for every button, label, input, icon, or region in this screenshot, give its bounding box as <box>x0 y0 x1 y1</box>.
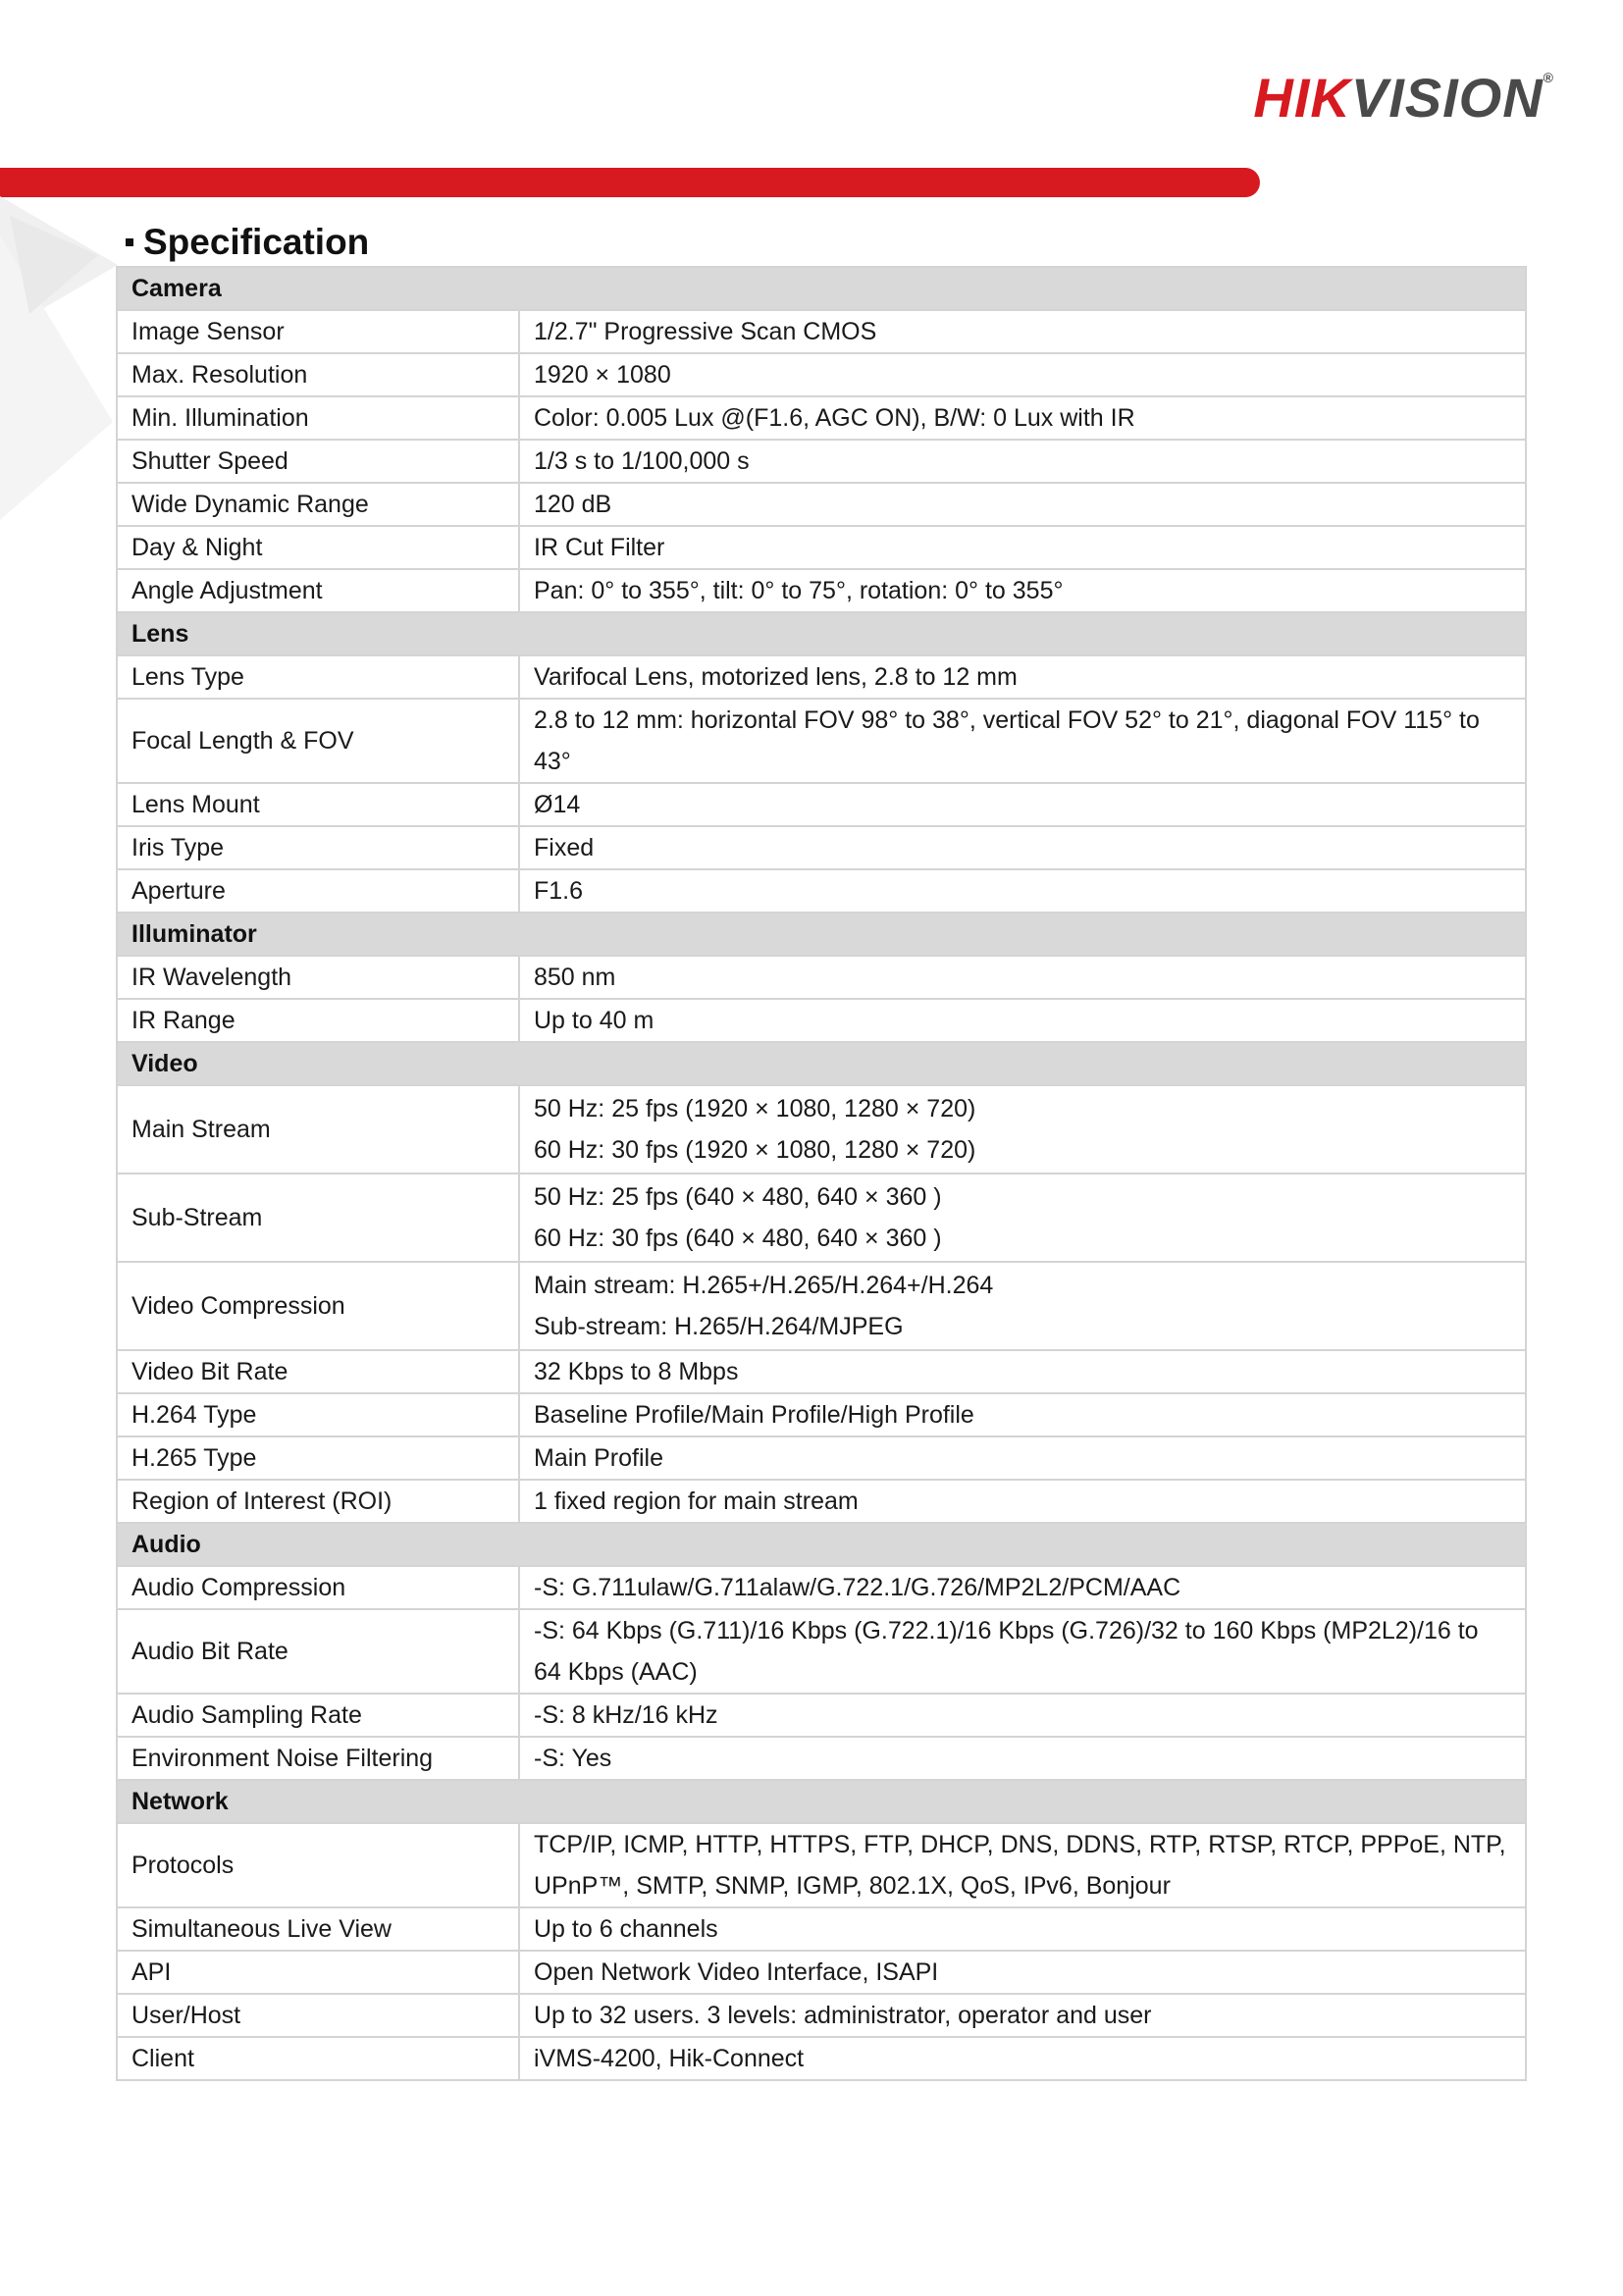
logo-text-red: HIK <box>1253 67 1351 129</box>
spec-value-line: IR Cut Filter <box>534 534 665 561</box>
spec-row <box>117 1480 1526 1523</box>
spec-value-line: 1920 × 1080 <box>534 361 671 389</box>
spec-row <box>117 999 1526 1042</box>
spec-value <box>519 569 1526 612</box>
spec-value <box>519 310 1526 353</box>
logo-text-gray: VISION <box>1350 67 1544 129</box>
spec-label: Sub-Stream <box>117 1174 519 1262</box>
spec-value-line: Ø14 <box>534 791 581 818</box>
spec-row <box>117 1737 1526 1780</box>
spec-value-line: Up to 40 m <box>534 1007 654 1034</box>
spec-value <box>519 396 1526 440</box>
category-label: Video <box>117 1042 1526 1085</box>
spec-value-line: -S: G.711ulaw/G.711alaw/G.722.1/G.726/MP2L2/PCM/AAC <box>534 1574 1181 1601</box>
specification-table <box>116 266 1527 2081</box>
spec-value-line: 120 dB <box>534 491 612 518</box>
spec-value <box>519 699 1526 783</box>
spec-value-line: 32 Kbps to 8 Mbps <box>534 1358 739 1385</box>
registered-mark: ® <box>1543 70 1554 85</box>
spec-label: Video Compression <box>117 1262 519 1350</box>
spec-label: API <box>117 1951 519 1994</box>
spec-value <box>519 826 1526 869</box>
spec-value <box>519 353 1526 396</box>
spec-value-line: Varifocal Lens, motorized lens, 2.8 to 12 mm <box>534 663 1018 691</box>
spec-row <box>117 826 1526 869</box>
spec-label: Image Sensor <box>117 310 519 353</box>
spec-label: Audio Sampling Rate <box>117 1694 519 1737</box>
spec-value-line: -S: Yes <box>534 1745 612 1772</box>
spec-row <box>117 1907 1526 1951</box>
spec-value-line: Up to 32 users. 3 levels: administrator, operator and user <box>534 2002 1152 2029</box>
spec-label: Audio Compression <box>117 1566 519 1609</box>
category-row <box>117 1042 1526 1085</box>
spec-row <box>117 569 1526 612</box>
spec-label: Lens Type <box>117 655 519 699</box>
spec-label: Aperture <box>117 869 519 913</box>
spec-label: Region of Interest (ROI) <box>117 1480 519 1523</box>
spec-row <box>117 526 1526 569</box>
spec-value <box>519 440 1526 483</box>
spec-value-line: 50 Hz: 25 fps (1920 × 1080, 1280 × 720) <box>534 1095 976 1122</box>
spec-value-line: iVMS-4200, Hik-Connect <box>534 2045 805 2072</box>
spec-row <box>117 699 1526 783</box>
spec-value <box>519 1436 1526 1480</box>
spec-row <box>117 1393 1526 1436</box>
spec-value <box>519 526 1526 569</box>
spec-label: Focal Length & FOV <box>117 699 519 783</box>
spec-label: Min. Illumination <box>117 396 519 440</box>
spec-row <box>117 310 1526 353</box>
spec-value-line: Color: 0.005 Lux @(F1.6, AGC ON), B/W: 0 Lux with IR <box>534 404 1135 432</box>
spec-row <box>117 1951 1526 1994</box>
spec-row <box>117 440 1526 483</box>
spec-value <box>519 869 1526 913</box>
spec-value <box>519 1566 1526 1609</box>
spec-row <box>117 2037 1526 2080</box>
spec-value-line: Main Profile <box>534 1444 663 1472</box>
spec-value-line: 50 Hz: 25 fps (640 × 480, 640 × 360 ) <box>534 1183 942 1211</box>
spec-value-line: 60 Hz: 30 fps (1920 × 1080, 1280 × 720) <box>534 1136 976 1164</box>
spec-value-line: 60 Hz: 30 fps (640 × 480, 640 × 360 ) <box>534 1225 942 1252</box>
spec-label: Day & Night <box>117 526 519 569</box>
spec-row <box>117 483 1526 526</box>
spec-value <box>519 1085 1526 1174</box>
spec-row <box>117 1350 1526 1393</box>
spec-value-line: Up to 6 channels <box>534 1915 718 1943</box>
spec-label: Client <box>117 2037 519 2080</box>
spec-row <box>117 869 1526 913</box>
spec-label: Iris Type <box>117 826 519 869</box>
spec-row <box>117 1436 1526 1480</box>
spec-value-line: Main stream: H.265+/H.265/H.264+/H.264 <box>534 1272 994 1299</box>
spec-value-line: TCP/IP, ICMP, HTTP, HTTPS, FTP, DHCP, DNS, DDNS, RTP, RTSP, RTCP, PPPoE, NTP, UPnP™, SMTP, SNMP, IGMP, 802.1X, QoS, IPv6, Bonjour <box>534 1831 1506 1900</box>
spec-label: Max. Resolution <box>117 353 519 396</box>
spec-row <box>117 1823 1526 1907</box>
spec-value <box>519 1823 1526 1907</box>
spec-value-line: 1 fixed region for main stream <box>534 1487 859 1515</box>
spec-value-line: 2.8 to 12 mm: horizontal FOV 98° to 38°, vertical FOV 52° to 21°, diagonal FOV 115° to 43° <box>534 706 1480 775</box>
spec-row <box>117 783 1526 826</box>
category-row <box>117 1523 1526 1566</box>
spec-label: Main Stream <box>117 1085 519 1174</box>
spec-row <box>117 956 1526 999</box>
spec-value <box>519 1951 1526 1994</box>
spec-value-line: -S: 8 kHz/16 kHz <box>534 1701 718 1729</box>
spec-value <box>519 1350 1526 1393</box>
spec-value <box>519 956 1526 999</box>
spec-value-line: F1.6 <box>534 877 584 905</box>
spec-value <box>519 1262 1526 1350</box>
spec-value <box>519 1907 1526 1951</box>
spec-row <box>117 1085 1526 1174</box>
spec-row <box>117 1609 1526 1694</box>
spec-value <box>519 1174 1526 1262</box>
spec-label: H.265 Type <box>117 1436 519 1480</box>
spec-label: Audio Bit Rate <box>117 1609 519 1694</box>
spec-label: H.264 Type <box>117 1393 519 1436</box>
header-red-bar <box>0 168 1260 197</box>
spec-label: Lens Mount <box>117 783 519 826</box>
category-row <box>117 267 1526 310</box>
spec-value <box>519 655 1526 699</box>
spec-value <box>519 783 1526 826</box>
spec-value <box>519 1694 1526 1737</box>
spec-value-line: 1/2.7" Progressive Scan CMOS <box>534 318 877 345</box>
bullet-icon <box>126 238 133 246</box>
category-label: Network <box>117 1780 1526 1823</box>
spec-value <box>519 2037 1526 2080</box>
spec-row <box>117 396 1526 440</box>
spec-row <box>117 1694 1526 1737</box>
spec-label: Angle Adjustment <box>117 569 519 612</box>
watermark-graphic <box>0 196 128 530</box>
category-row <box>117 612 1526 655</box>
spec-row <box>117 1262 1526 1350</box>
spec-value <box>519 999 1526 1042</box>
spec-label: IR Range <box>117 999 519 1042</box>
spec-value-line: -S: 64 Kbps (G.711)/16 Kbps (G.722.1)/16 Kbps (G.726)/32 to 160 Kbps (MP2L2)/16 to 64 Kbps (AAC) <box>534 1617 1479 1686</box>
category-label: Audio <box>117 1523 1526 1566</box>
spec-value-line: 1/3 s to 1/100,000 s <box>534 447 750 475</box>
category-label: Illuminator <box>117 913 1526 956</box>
spec-row <box>117 353 1526 396</box>
spec-value-line: Sub-stream: H.265/H.264/MJPEG <box>534 1313 904 1340</box>
spec-value <box>519 1393 1526 1436</box>
category-label: Camera <box>117 267 1526 310</box>
spec-label: Wide Dynamic Range <box>117 483 519 526</box>
spec-value <box>519 1609 1526 1694</box>
section-title-text: Specification <box>143 222 370 262</box>
spec-value <box>519 1737 1526 1780</box>
spec-label: User/Host <box>117 1994 519 2037</box>
spec-label: Shutter Speed <box>117 440 519 483</box>
hikvision-logo <box>1253 67 1554 129</box>
category-label: Lens <box>117 612 1526 655</box>
spec-value-line: Baseline Profile/Main Profile/High Profile <box>534 1401 974 1429</box>
spec-value-line: Open Network Video Interface, ISAPI <box>534 1958 939 1986</box>
spec-row <box>117 1566 1526 1609</box>
spec-value <box>519 483 1526 526</box>
category-row <box>117 1780 1526 1823</box>
spec-row <box>117 655 1526 699</box>
spec-value-line: Pan: 0° to 355°, tilt: 0° to 75°, rotation: 0° to 355° <box>534 577 1064 604</box>
spec-label: Protocols <box>117 1823 519 1907</box>
section-title <box>126 222 369 263</box>
spec-label: IR Wavelength <box>117 956 519 999</box>
spec-value <box>519 1480 1526 1523</box>
spec-label: Environment Noise Filtering <box>117 1737 519 1780</box>
spec-value-line: 850 nm <box>534 964 616 991</box>
spec-label: Simultaneous Live View <box>117 1907 519 1951</box>
spec-value <box>519 1994 1526 2037</box>
spec-label: Video Bit Rate <box>117 1350 519 1393</box>
spec-row <box>117 1994 1526 2037</box>
category-row <box>117 913 1526 956</box>
spec-value-line: Fixed <box>534 834 595 861</box>
spec-row <box>117 1174 1526 1262</box>
